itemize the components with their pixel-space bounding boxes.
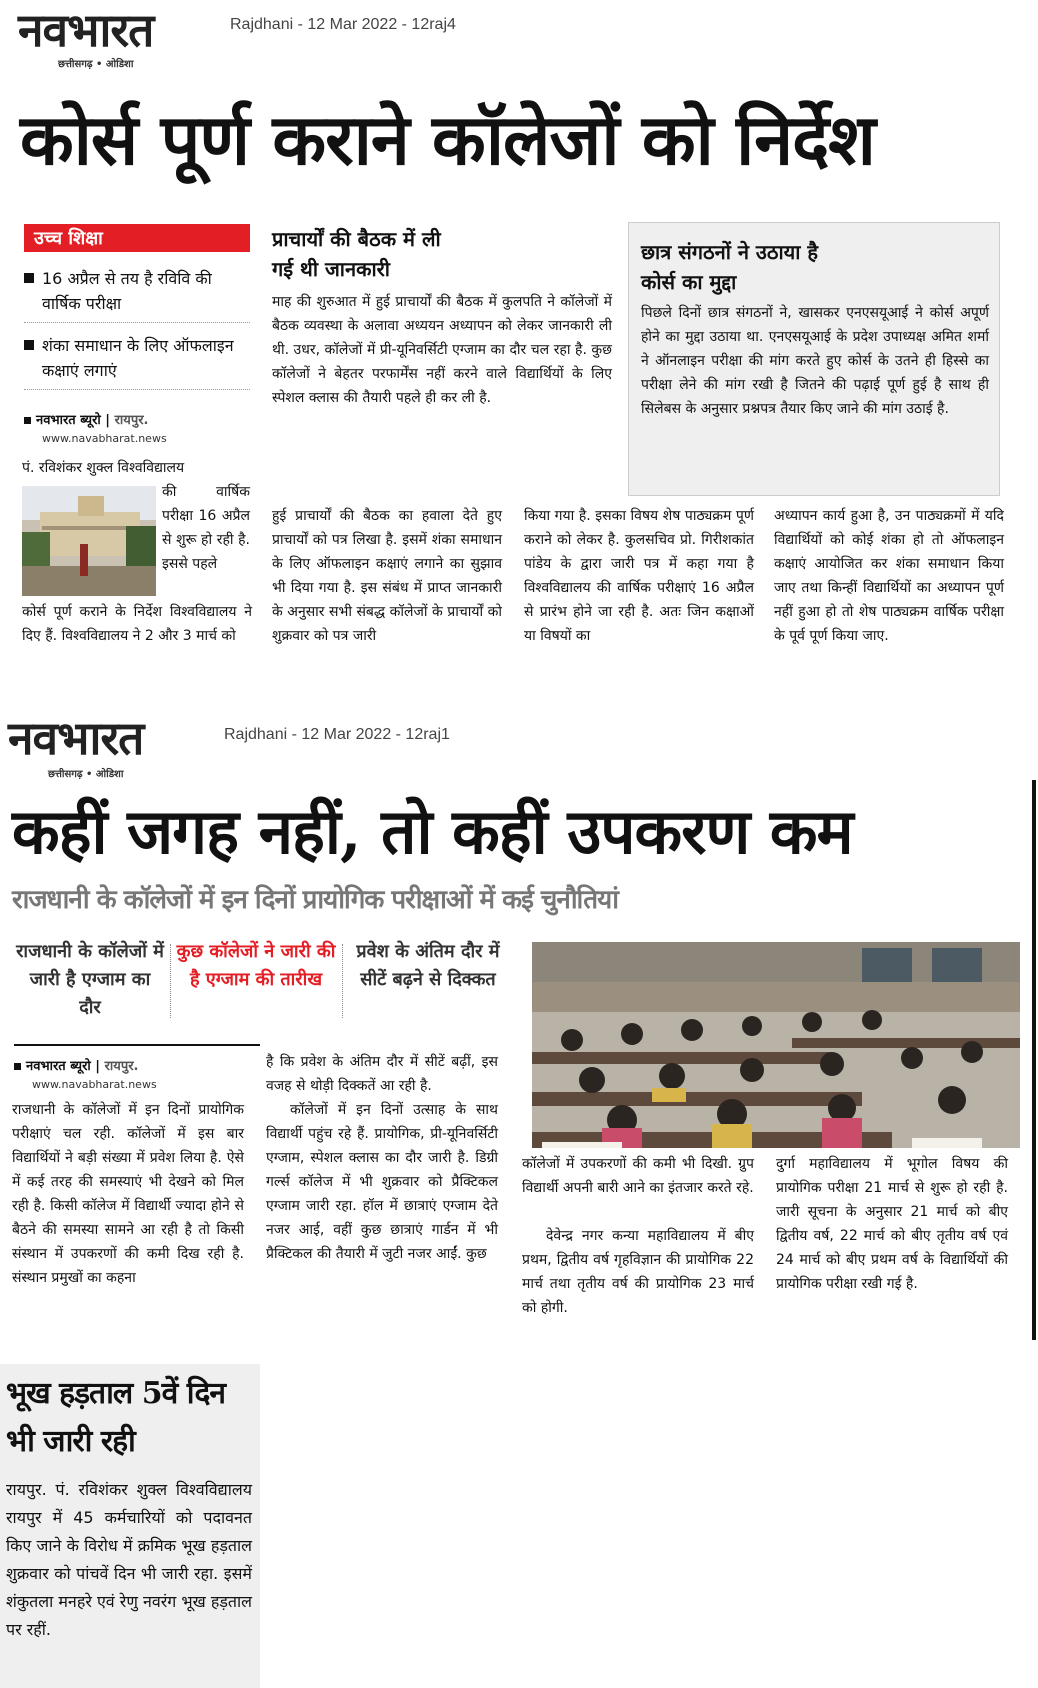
pill-divider xyxy=(170,944,172,1018)
bureau-line: नवभारत ब्यूरो | रायपुर. xyxy=(24,410,148,428)
headline: कोर्स पूर्ण कराने कॉलेजों को निर्देश xyxy=(20,98,875,181)
col2: हुई प्राचार्यों की बैठक का हवाला देते हुए प्राचार्यों को पत्र लिखा है. इसमें शंका समाधान के लिए ऑफलाइन कक्षाएं लगाने का सुझाव भी दिया गया है. इस संबंध में प्राप्त जानकारी के अनुसार सभी संबद्ध कॉलेजों के प्राचार्यों को शुक्रवार को पत्र जारी xyxy=(272,508,502,644)
box-heading: छात्र संगठनों ने उठाया है कोर्स का मुद्दा xyxy=(641,240,819,294)
subheadline: राजधानी के कॉलेजों में इन दिनों प्रायोगिक परीक्षाओं में कई चुनौतियां xyxy=(12,885,618,915)
website: www.navabharat.news xyxy=(42,432,167,445)
exam-hall-photo xyxy=(532,942,1020,1148)
right-rule xyxy=(1032,780,1036,1340)
pill-exam-round: राजधानी के कॉलेजों में जारी है एग्जाम का दौर xyxy=(16,941,164,1018)
bullet-text: 16 अप्रैल से तय है रविवि की वार्षिक परीक्षा xyxy=(42,269,212,313)
university-photo xyxy=(22,486,156,596)
bullet-item xyxy=(24,333,250,383)
col3: किया गया है. इसका विषय शेष पाठ्यक्रम पूर्ण कराने को लेकर है. कुलसचिव प्रो. गिरीशकांत पांडेय के द्वारा जारी पत्र में कहा गया है विश्वविद्यालय की वार्षिक परीक्षाएं 16 अप्रैल से प्रारंभ होने जा रही है. अतः जिन कक्षाओं या विषयों का xyxy=(524,508,754,644)
pill-rule xyxy=(14,1044,260,1046)
col1-top: पं. रविशंकर शुक्ल विश्वविद्यालय xyxy=(22,460,185,476)
box-principals-meeting xyxy=(272,224,612,410)
box-body: माह की शुरुआत में हुई प्राचार्यों की बैठक में कुलपति ने कॉलेजों में बैठक व्यवस्था के अलावा अध्ययन अध्यापन को लेकर जानकारी ली थी. उधर, कॉलेजों में प्री-यूनिवर्सिटी एग्जाम का दौर चल रहा है. कुछ कॉलेजों ने बेहतर परफार्मेंस नहीं करने वाले विद्यार्थियों के लिए स्पेशल क्लास की तैयारी पहले ही कर ली है. xyxy=(272,294,612,406)
bureau-city: रायपुर. xyxy=(104,1059,139,1074)
bureau-name: नवभारत ब्यूरो xyxy=(26,1059,91,1074)
masthead-logo: नवभारत xyxy=(8,711,144,765)
bullet-square-icon xyxy=(24,340,34,350)
bullet-text: शंका समाधान के लिए ऑफलाइन कक्षाएं लगाएं xyxy=(42,336,234,380)
masthead-subtitle: छत्तीसगढ़ • ओडिशा xyxy=(48,769,124,780)
col3-top: कॉलेजों में उपकरणों की कमी भी दिखी. ग्रुप विद्यार्थी अपनी बारी आने का इंतजार करते रहे. xyxy=(522,1156,754,1196)
bullet-item xyxy=(24,266,250,316)
masthead-logo: नवभारत xyxy=(18,3,154,57)
bullet-list xyxy=(24,266,250,390)
col2-top: है कि प्रवेश के अंतिम दौर में सीटें बढ़ीं, इस वजह से थोड़ी दिक्कतें आ रही है. xyxy=(266,1054,498,1094)
bureau-name: नवभारत ब्यूरो xyxy=(36,413,101,428)
clipping-3 xyxy=(0,1364,260,1688)
pill-divider xyxy=(342,944,344,1018)
section-tag: उच्च शिक्षा xyxy=(24,224,250,252)
box-body: पिछले दिनों छात्र संगठनों ने, खासकर एनएसयूआई ने कोर्स अपूर्ण होने का मुद्दा उठाया था. एनएसयूआई के प्रदेश उपाध्यक्ष अमित शर्मा ने ऑनलाइन परीक्षा की मांग करते हुए कोर्स के उतने ही हिस्से का परीक्षा लेने की मांग रखी है जितने की पढ़ाई पूर्ण हुई है साथ ही सिलेबस के अनुसार प्रश्नपत्र तैयार किए जाने की मांग उठाई है. xyxy=(641,305,989,417)
clipping-1 xyxy=(0,0,1038,690)
col3-bottom: देवेन्द्र नगर कन्या महाविद्यालय में बीए प्रथम, द्वितीय वर्ष गृहविज्ञान की प्रायोगिक 22 मार्च तथा तृतीय वर्ष की प्रायोगिक 23 मार्च को होगी. xyxy=(522,1228,754,1316)
col1: राजधानी के कॉलेजों में इन दिनों प्रायोगिक परीक्षाएं चल रही. कॉलेजों में इस बार विद्यार्थियों ने बड़ी संख्या में प्रवेश लिया है. ऐसे में कई तरह की समस्याएं भी देखने को मिल रही है. किसी कॉलेज में विद्यार्थी ज्यादा होने से बैठने की समस्या सामने आ रही है तो किसी संस्थान में उपकरणों की कमी दिख रही है. संस्थान प्रमुखों का कहना xyxy=(12,1102,244,1286)
col4: अध्यापन कार्य हुआ है, उन पाठ्यक्रमों में यदि विद्यार्थियों को कोई शंका हो तो ऑफलाइन कक्षाएं आयोजित कर शंका समाधान किया जाए तथा किन्हीं विद्यार्थियों का अध्यापन पूर्ण नहीं हुआ हो तो शेष पाठ्यक्रम वार्षिक परीक्षा के पूर्व पूर्ण किया जाए. xyxy=(774,508,1004,644)
bullet-square-icon xyxy=(24,273,34,283)
box-heading: प्राचार्यों की बैठक में ली गई थी जानकारी xyxy=(272,227,441,281)
col4: दुर्गा महाविद्यालय में भूगोल विषय की प्रायोगिक परीक्षा 21 मार्च से शुरू हो रही है. जारी सूचना के अनुसार 21 मार्च को बीए द्वितीय वर्ष, 22 मार्च को बीए तृतीय वर्ष एवं 24 मार्च को बीए प्रथम वर्ष के विद्यार्थियों की प्रायोगिक परीक्षा रखी गई है. xyxy=(776,1156,1008,1292)
col1-bottom: कोर्स पूर्ण कराने के निर्देश विश्वविद्यालय ने दिए हैं. विश्वविद्यालय ने 2 और 3 मार्च को xyxy=(22,604,252,644)
bureau-line: नवभारत ब्यूरो | रायपुर. xyxy=(14,1056,138,1074)
col2-bottom: कॉलेजों में इन दिनों उत्साह के साथ विद्यार्थी पहुंच रहे हैं. प्रायोगिक, प्री-यूनिवर्सिटी एग्जाम, स्पेशल क्लास का दौर जारी है. डिग्री गर्ल्स कॉलेज में भी शुक्रवार को प्रैक्टिकल एग्जाम जारी रहा. हॉल में छात्राएं एग्जाम देते नजर आई, वहीं कुछ छात्राएं गार्डन में भी प्रैक्टिकल की तैयारी में जुटी नजर आईं. कुछ xyxy=(266,1102,498,1262)
dateline: Rajdhani - 12 Mar 2022 - 12raj1 xyxy=(224,726,450,743)
pill-seat-issue: प्रवेश के अंतिम दौर में सीटें बढ़ने से दिक्कत xyxy=(356,941,500,990)
box-student-unions xyxy=(628,222,1000,496)
bullet-square-icon xyxy=(14,1063,21,1070)
website: www.navabharat.news xyxy=(32,1078,157,1091)
headline: कहीं जगह नहीं, तो कहीं उपकरण कम xyxy=(12,795,853,868)
masthead-subtitle: छत्तीसगढ़ • ओडिशा xyxy=(58,59,134,70)
body-text: रायपुर. पं. रविशंकर शुक्ल विश्वविद्यालय रायपुर में 45 कर्मचारियों को पदावनत किए जाने के विरोध में क्रमिक भूख हड़ताल शुक्रवार को पांचवें दिन भी जारी रहा. इसमें शंकुतला मनहरे एवं रेणु नवरंग भूख हड़ताल पर रहीं. xyxy=(6,1480,252,1639)
col1-wrap: की वार्षिक परीक्षा 16 अप्रैल से शुरू हो रही है. इससे पहले xyxy=(162,484,250,572)
pill-exam-dates: कुछ कॉलेजों ने जारी की है एग्जाम की तारीख xyxy=(176,941,336,990)
clipping-2 xyxy=(0,710,1038,1350)
bureau-city: रायपुर. xyxy=(114,413,149,428)
headline: भूख हड़ताल 5वें दिन भी जारी रही xyxy=(6,1376,226,1459)
dateline: Rajdhani - 12 Mar 2022 - 12raj4 xyxy=(230,16,456,33)
bullet-square-icon xyxy=(24,417,31,424)
